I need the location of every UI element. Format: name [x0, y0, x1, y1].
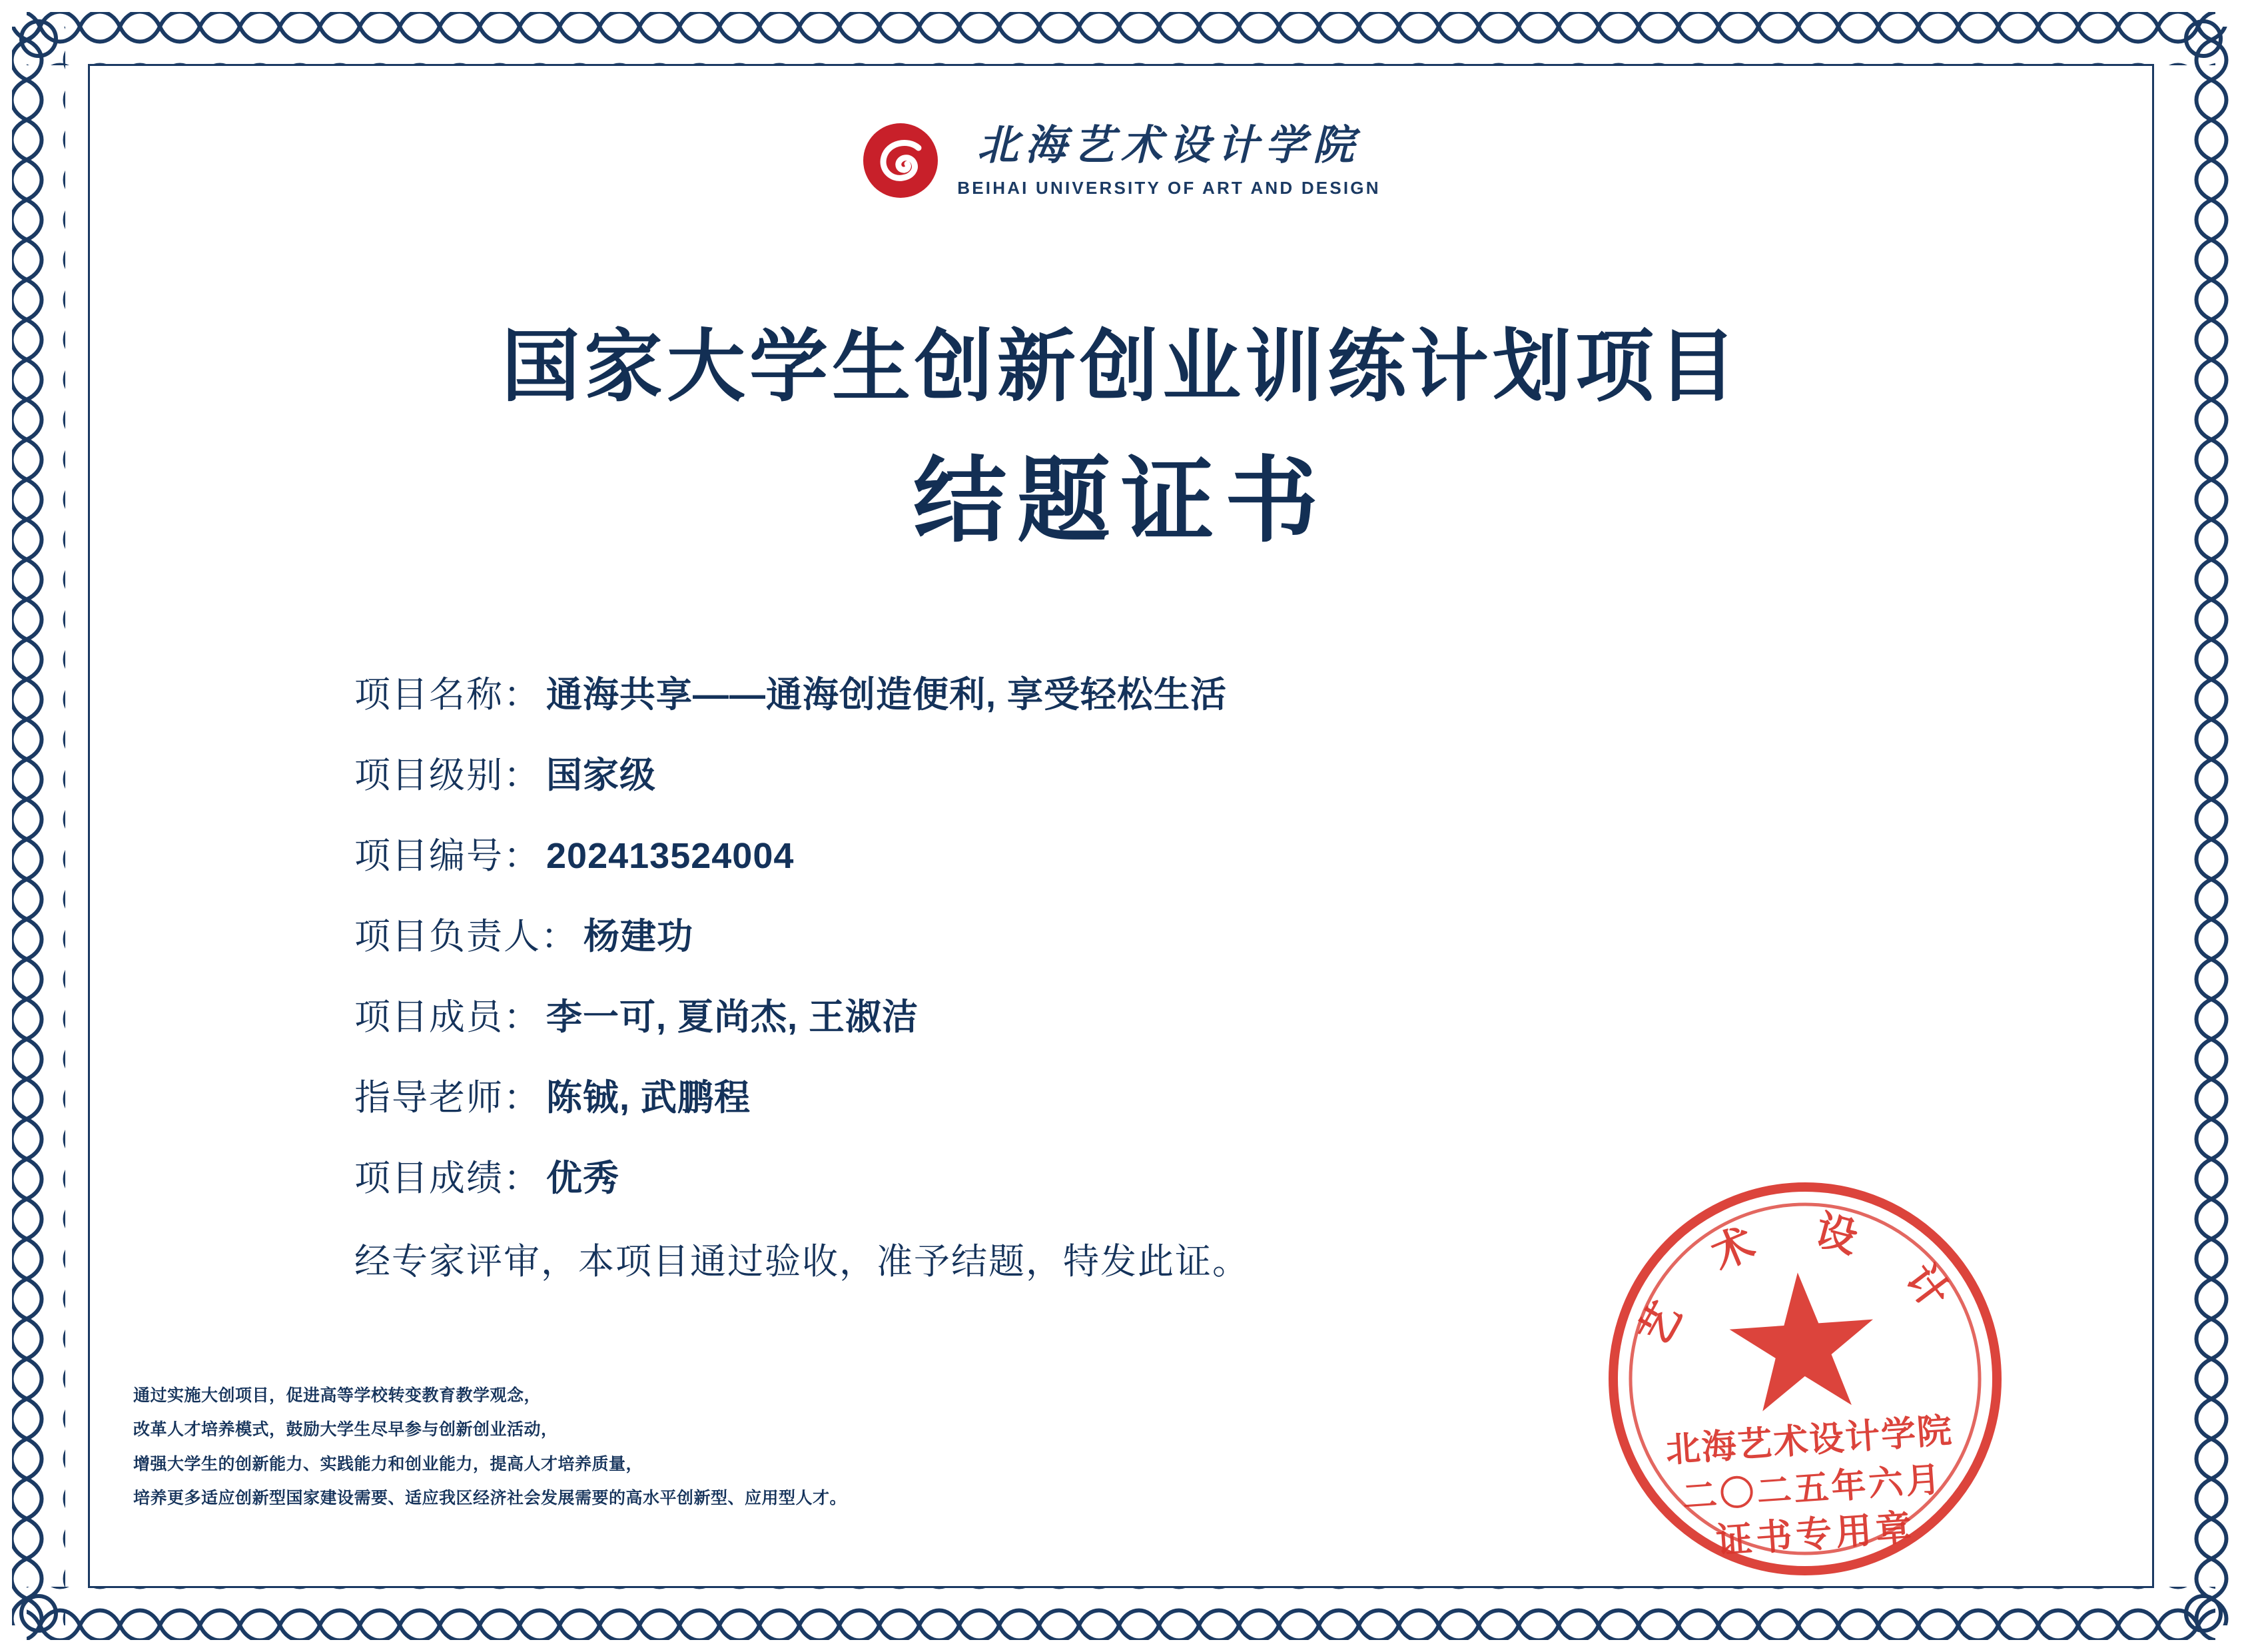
svg-text:艺 术 设 计: 艺 术 设 计 [1631, 1207, 1971, 1354]
field-project-members [354, 989, 1886, 1040]
footnote-line: 培养更多适应创新型国家建设需要、适应我区经济社会发展需要的高水平创新型、应用型人才。 [133, 1489, 847, 1507]
field-value: 李一可, 夏尚杰, 王淑洁 [546, 997, 919, 1037]
university-emblem-icon [861, 121, 940, 200]
field-project-number [354, 827, 1886, 879]
field-advisors [354, 1069, 1886, 1120]
field-label: 项目名称： [354, 675, 541, 715]
certificate-title-sub: 结题证书 [913, 450, 1329, 554]
field-label: 项目成员： [354, 997, 541, 1037]
field-value: 优秀 [546, 1158, 619, 1198]
logo-chinese-name: 北海艺术设计学院 [976, 123, 1361, 169]
certificate-title-main: 国家大学生创新创业训练计划项目 [501, 324, 1740, 411]
field-value: 陈铖, 武鹏程 [546, 1078, 751, 1118]
svg-text:证书专用章: 证书专用章 [1714, 1507, 1918, 1561]
field-label: 项目成绩： [354, 1158, 541, 1198]
svg-text:北海艺术设计学院: 北海艺术设计学院 [1665, 1412, 1954, 1470]
field-value: 杨建功 [583, 917, 693, 957]
field-label: 项目负责人： [354, 917, 578, 957]
logo-english-name: BEIHAI UNIVERSITY OF ART AND DESIGN [957, 178, 1381, 199]
footnote-block [133, 1379, 1199, 1515]
field-project-name [354, 666, 1886, 717]
svg-text:二〇二五年六月: 二〇二五年六月 [1681, 1460, 1945, 1517]
field-label: 指导老师： [354, 1078, 541, 1118]
field-label: 项目级别： [354, 755, 541, 795]
institution-logo [0, 121, 2242, 203]
field-label: 项目编号： [354, 836, 541, 876]
footnote-line: 通过实施大创项目，促进高等学校转变教育教学观念， [133, 1387, 542, 1405]
field-project-leader [354, 908, 1886, 959]
field-value: 国家级 [546, 755, 656, 795]
footnote-line: 改革人才培养模式，鼓励大学生尽早参与创新创业活动， [133, 1421, 558, 1440]
field-value: 通海共享——通海创造便利, 享受轻松生活 [546, 675, 1228, 715]
field-value: 202413524004 [546, 836, 795, 876]
certificate-statement: 经专家评审，本项目通过验收，准予结题，特发此证。 [354, 1242, 1250, 1282]
footnote-line: 增强大学生的创新能力、实践能力和创业能力，提高人才培养质量， [133, 1455, 643, 1473]
official-seal-stamp [1585, 1158, 2026, 1599]
field-project-level [354, 747, 1886, 798]
